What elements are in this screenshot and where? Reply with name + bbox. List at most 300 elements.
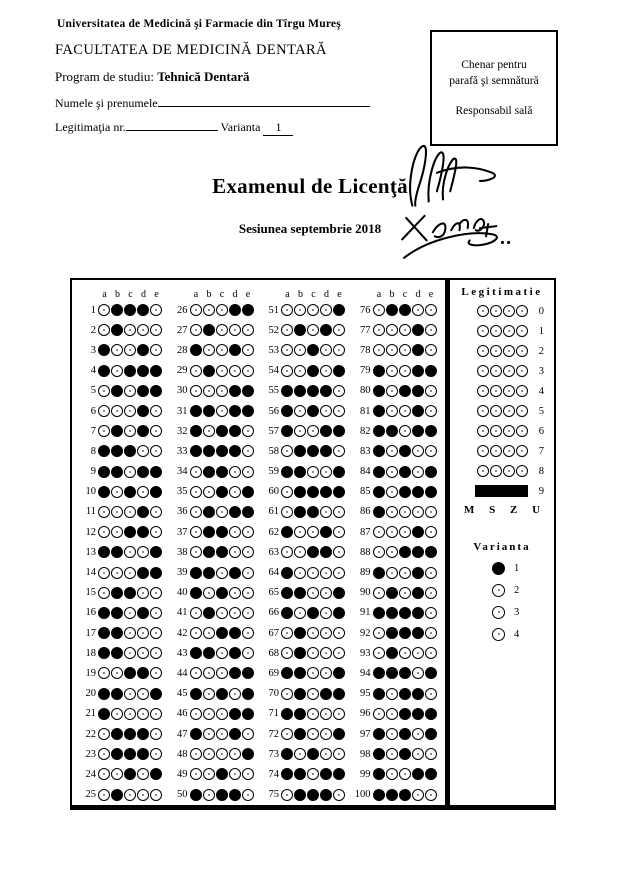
question-number: 43 <box>177 647 188 659</box>
answer-bubble-5b <box>111 385 123 397</box>
answer-bubble-92b <box>386 627 398 639</box>
question-row <box>352 583 444 603</box>
answer-bubble-71a <box>281 708 293 720</box>
answer-bubble-37e <box>242 526 254 538</box>
answer-bubble-79e <box>425 365 437 377</box>
answer-bubble-11c <box>124 506 136 518</box>
answer-bubble-100a <box>373 789 385 801</box>
answer-bubble-49a <box>190 768 202 780</box>
option-letters-header <box>190 283 261 300</box>
answer-bubble-9e <box>150 466 162 478</box>
answer-bubble-14c <box>124 567 136 579</box>
answer-bubble-75c <box>307 789 319 801</box>
question-row <box>77 421 169 441</box>
answer-bubbles <box>281 647 345 659</box>
answer-bubble-54d <box>320 365 332 377</box>
legitimatie-bubble-4-3 <box>516 385 528 397</box>
answer-bubble-75b <box>294 789 306 801</box>
question-number: 95 <box>360 688 371 700</box>
legitimatie-bubble-3-0 <box>477 365 489 377</box>
answer-bubble-51b <box>294 304 306 316</box>
question-row <box>260 764 352 784</box>
answer-bubble-72a <box>281 728 293 740</box>
legitimatie-bubbles <box>477 325 528 337</box>
answer-bubble-67d <box>320 627 332 639</box>
answer-bubble-4b <box>111 365 123 377</box>
varianta-rows <box>450 557 554 645</box>
answer-bubble-43d <box>229 647 241 659</box>
answer-bubble-20c <box>124 688 136 700</box>
answer-bubbles <box>98 405 162 417</box>
question-number: 56 <box>268 405 279 417</box>
answer-bubble-19e <box>150 667 162 679</box>
answer-bubble-82d <box>412 425 424 437</box>
answer-bubble-2a <box>98 324 110 336</box>
answer-bubbles <box>373 445 437 457</box>
answer-bubble-79c <box>399 365 411 377</box>
question-row <box>169 320 261 340</box>
answer-bubble-11a <box>98 506 110 518</box>
question-number: 12 <box>85 526 96 538</box>
answer-column <box>260 283 352 805</box>
question-row <box>169 441 261 461</box>
answer-bubble-100b <box>386 789 398 801</box>
option-letter: a <box>376 289 382 300</box>
question-number: 81 <box>360 405 371 417</box>
answer-bubbles <box>98 789 162 801</box>
answer-bubble-71c <box>307 708 319 720</box>
answer-bubble-68c <box>307 647 319 659</box>
program-line <box>55 69 250 85</box>
question-row <box>77 300 169 320</box>
varianta-option-label: 2 <box>514 584 520 596</box>
answer-bubble-35b <box>203 486 215 498</box>
answer-bubble-28a <box>190 344 202 356</box>
answer-bubble-45d <box>229 688 241 700</box>
answer-bubble-99b <box>386 768 398 780</box>
answer-bubble-8c <box>124 445 136 457</box>
answer-bubble-13a <box>98 546 110 558</box>
answer-bubble-32c <box>216 425 228 437</box>
question-number: 9 <box>90 466 96 478</box>
answer-bubble-52e <box>333 324 345 336</box>
question-row <box>352 421 444 441</box>
answer-bubble-48a <box>190 748 202 760</box>
answer-bubble-73a <box>281 748 293 760</box>
answer-bubble-28b <box>203 344 215 356</box>
answer-bubbles <box>98 445 162 457</box>
answer-bubble-54c <box>307 365 319 377</box>
answer-bubble-5c <box>124 385 136 397</box>
answer-bubble-58d <box>320 445 332 457</box>
question-number: 88 <box>360 546 371 558</box>
answer-bubble-33d <box>229 445 241 457</box>
answer-bubble-14d <box>137 567 149 579</box>
answer-bubble-72e <box>333 728 345 740</box>
answer-bubbles <box>190 526 254 538</box>
legitimatie-bubble-8-3 <box>516 465 528 477</box>
answer-bubble-62d <box>320 526 332 538</box>
answer-bubble-31b <box>203 405 215 417</box>
answer-bubble-3c <box>124 344 136 356</box>
answer-bubble-77d <box>412 324 424 336</box>
answer-bubble-1d <box>137 304 149 316</box>
answer-bubble-17b <box>111 627 123 639</box>
question-row <box>77 542 169 562</box>
legitimatie-row <box>450 401 554 421</box>
answer-bubble-75a <box>281 789 293 801</box>
legitimatie-bubble-5-3 <box>516 405 528 417</box>
varianta-option-label: 1 <box>514 562 520 574</box>
answer-bubble-20b <box>111 688 123 700</box>
answer-bubble-89b <box>386 567 398 579</box>
answer-bubbles <box>190 365 254 377</box>
answer-bubbles <box>373 546 437 558</box>
question-row <box>260 724 352 744</box>
question-number: 77 <box>360 324 371 336</box>
answer-bubble-99c <box>399 768 411 780</box>
question-row <box>77 704 169 724</box>
question-number: 21 <box>85 708 96 720</box>
answer-bubble-3e <box>150 344 162 356</box>
question-number: 41 <box>177 607 188 619</box>
answer-bubble-84e <box>425 466 437 478</box>
answer-bubble-10e <box>150 486 162 498</box>
legitimatie-bubbles <box>477 345 528 357</box>
answer-bubble-94c <box>399 667 411 679</box>
answer-bubble-45e <box>242 688 254 700</box>
answer-bubble-13b <box>111 546 123 558</box>
question-number: 84 <box>360 466 371 478</box>
answer-bubble-34a <box>190 466 202 478</box>
question-row <box>352 482 444 502</box>
answer-bubbles <box>281 789 345 801</box>
legitimatie-bubble-8-0 <box>477 465 489 477</box>
question-number: 19 <box>85 667 96 679</box>
answer-bubble-61d <box>320 506 332 518</box>
answer-bubbles <box>373 344 437 356</box>
question-number: 26 <box>177 304 188 316</box>
answer-bubble-87e <box>425 526 437 538</box>
question-number: 17 <box>85 627 96 639</box>
option-letter: e <box>154 289 159 300</box>
answer-bubble-46d <box>229 708 241 720</box>
answer-bubble-33e <box>242 445 254 457</box>
question-number: 11 <box>85 506 96 518</box>
option-letter: a <box>285 289 290 300</box>
answer-bubble-6b <box>111 405 123 417</box>
question-row <box>352 441 444 461</box>
answer-bubble-27a <box>190 324 202 336</box>
legitimatie-bubbles <box>477 465 528 477</box>
answer-bubble-38b <box>203 546 215 558</box>
answer-bubble-4e <box>150 365 162 377</box>
answer-bubbles <box>98 486 162 498</box>
answer-bubble-97c <box>399 728 411 740</box>
question-row <box>169 562 261 582</box>
option-letter: d <box>415 289 421 300</box>
question-number: 76 <box>360 304 371 316</box>
answer-bubble-74b <box>294 768 306 780</box>
question-number: 24 <box>85 768 96 780</box>
answer-bubble-50d <box>229 789 241 801</box>
answer-bubble-55b <box>294 385 306 397</box>
answer-bubble-85c <box>399 486 411 498</box>
answer-bubble-82c <box>399 425 411 437</box>
answer-bubbles <box>373 385 437 397</box>
question-row <box>352 361 444 381</box>
question-row <box>169 785 261 805</box>
answer-bubble-88b <box>386 546 398 558</box>
answer-column <box>169 283 261 805</box>
answer-bubble-10d <box>137 486 149 498</box>
answer-bubble-64c <box>307 567 319 579</box>
option-letter: e <box>245 289 251 300</box>
answers-grid <box>70 278 447 810</box>
answer-bubble-17c <box>124 627 136 639</box>
question-row <box>169 643 261 663</box>
answer-bubbles <box>373 667 437 679</box>
answer-bubble-10a <box>98 486 110 498</box>
answer-bubble-89e <box>425 567 437 579</box>
answer-bubble-12d <box>137 526 149 538</box>
answer-bubble-17e <box>150 627 162 639</box>
answer-bubble-20e <box>150 688 162 700</box>
option-letter: d <box>324 289 329 300</box>
variant-label: Varianta <box>220 120 261 134</box>
question-row <box>352 643 444 663</box>
answer-bubble-70d <box>320 688 332 700</box>
answer-bubble-70b <box>294 688 306 700</box>
answer-bubble-69a <box>281 667 293 679</box>
answer-bubble-52c <box>307 324 319 336</box>
answer-bubble-11d <box>137 506 149 518</box>
answer-bubble-46e <box>242 708 254 720</box>
answer-bubbles <box>281 688 345 700</box>
question-row <box>260 603 352 623</box>
answer-bubble-44c <box>216 667 228 679</box>
legitimatie-bubble-6-3 <box>516 425 528 437</box>
question-number: 93 <box>360 647 371 659</box>
answer-bubbles <box>98 748 162 760</box>
question-number: 35 <box>177 486 188 498</box>
stamp-box-line1: Chenar pentru <box>461 59 527 71</box>
question-number: 22 <box>85 728 96 740</box>
answer-bubble-58e <box>333 445 345 457</box>
question-row <box>260 583 352 603</box>
question-number: 55 <box>268 385 279 397</box>
answer-bubble-3d <box>137 344 149 356</box>
answer-bubbles <box>281 728 345 740</box>
answer-bubble-30a <box>190 385 202 397</box>
answer-bubble-30c <box>216 385 228 397</box>
answer-bubble-29b <box>203 365 215 377</box>
answer-bubble-22c <box>124 728 136 740</box>
legitimatie-rows <box>450 301 554 501</box>
answer-bubble-78c <box>399 344 411 356</box>
answer-bubble-55e <box>333 385 345 397</box>
answer-bubble-47c <box>216 728 228 740</box>
question-number: 45 <box>177 688 188 700</box>
answer-bubble-5e <box>150 385 162 397</box>
answer-bubble-68b <box>294 647 306 659</box>
answer-bubble-52b <box>294 324 306 336</box>
program-label: Program de studiu: <box>55 69 154 84</box>
legitimatie-bubble-2-3 <box>516 345 528 357</box>
answer-bubble-64d <box>320 567 332 579</box>
question-row <box>77 320 169 340</box>
exam-title: Examenul de Licenţă <box>212 174 408 198</box>
answer-bubbles <box>281 708 345 720</box>
answer-bubble-76e <box>425 304 437 316</box>
question-row <box>352 562 444 582</box>
answer-bubble-21c <box>124 708 136 720</box>
answer-bubble-7a <box>98 425 110 437</box>
answer-bubble-51d <box>320 304 332 316</box>
answer-bubble-34b <box>203 466 215 478</box>
answer-bubble-18b <box>111 647 123 659</box>
question-number: 33 <box>177 445 188 457</box>
question-number: 23 <box>85 748 96 760</box>
answer-bubbles <box>98 506 162 518</box>
answer-bubble-54a <box>281 365 293 377</box>
answer-bubble-24c <box>124 768 136 780</box>
answer-bubble-23c <box>124 748 136 760</box>
answer-bubble-81d <box>412 405 424 417</box>
question-number: 97 <box>360 728 371 740</box>
question-row <box>260 785 352 805</box>
varianta-bubble-4 <box>492 628 505 641</box>
answer-bubbles <box>373 607 437 619</box>
question-number: 5 <box>90 385 96 397</box>
question-number: 72 <box>268 728 279 740</box>
varianta-option-label: 3 <box>514 606 520 618</box>
answer-bubbles <box>190 647 254 659</box>
answer-bubble-42b <box>203 627 215 639</box>
answer-bubble-10c <box>124 486 136 498</box>
answer-bubble-94d <box>412 667 424 679</box>
answer-bubble-97e <box>425 728 437 740</box>
answer-bubble-27c <box>216 324 228 336</box>
question-number: 18 <box>85 647 96 659</box>
question-row <box>352 522 444 542</box>
answer-bubble-65d <box>320 587 332 599</box>
answer-bubble-83d <box>412 445 424 457</box>
legitimatie-solid-bar <box>475 485 528 497</box>
answer-bubble-80e <box>425 385 437 397</box>
answer-bubble-37c <box>216 526 228 538</box>
answer-bubbles <box>281 324 345 336</box>
question-number: 78 <box>360 344 371 356</box>
answer-bubble-42c <box>216 627 228 639</box>
answer-bubble-41b <box>203 607 215 619</box>
answer-bubble-57a <box>281 425 293 437</box>
question-row <box>77 502 169 522</box>
answer-bubble-25d <box>137 789 149 801</box>
question-row <box>260 462 352 482</box>
question-row <box>77 744 169 764</box>
answer-bubble-59e <box>333 466 345 478</box>
answer-bubble-52d <box>320 324 332 336</box>
answer-bubble-83b <box>386 445 398 457</box>
answer-bubble-15c <box>124 587 136 599</box>
question-number: 92 <box>360 627 371 639</box>
answer-bubbles <box>190 728 254 740</box>
answer-bubble-33a <box>190 445 202 457</box>
answer-bubble-39a <box>190 567 202 579</box>
answer-bubbles <box>281 425 345 437</box>
answer-bubble-32e <box>242 425 254 437</box>
question-number: 25 <box>85 789 96 801</box>
answer-bubble-74a <box>281 768 293 780</box>
answer-bubble-83c <box>399 445 411 457</box>
question-row <box>260 320 352 340</box>
answer-bubble-36a <box>190 506 202 518</box>
question-row <box>260 704 352 724</box>
question-number: 4 <box>90 365 96 377</box>
answer-bubble-40a <box>190 587 202 599</box>
answer-bubble-86a <box>373 506 385 518</box>
question-number: 14 <box>85 567 96 579</box>
answer-bubbles <box>373 486 437 498</box>
answer-bubbles <box>373 365 437 377</box>
answer-bubble-38a <box>190 546 202 558</box>
answer-bubble-18d <box>137 647 149 659</box>
varianta-option-label: 4 <box>514 628 520 640</box>
answer-bubble-27e <box>242 324 254 336</box>
answer-bubble-87b <box>386 526 398 538</box>
exam-session: Sesiunea septembrie 2018 <box>238 221 382 236</box>
answer-bubble-80d <box>412 385 424 397</box>
answer-bubble-12c <box>124 526 136 538</box>
option-letter: c <box>219 289 225 300</box>
question-row <box>77 482 169 502</box>
answer-bubbles <box>98 324 162 336</box>
legitimatie-row <box>450 381 554 401</box>
answer-bubble-29c <box>216 365 228 377</box>
answer-bubble-79b <box>386 365 398 377</box>
answer-bubble-27b <box>203 324 215 336</box>
answer-bubble-54b <box>294 365 306 377</box>
answer-bubbles <box>190 587 254 599</box>
question-number: 15 <box>85 587 96 599</box>
faculty-name: FACULTATEA DE MEDICINĂ DENTARĂ <box>55 42 327 58</box>
handwritten-signature <box>398 142 526 260</box>
answer-bubble-88c <box>399 546 411 558</box>
question-row <box>352 663 444 683</box>
legitimatie-bubble-5-0 <box>477 405 489 417</box>
question-number: 28 <box>177 344 188 356</box>
answer-bubble-23d <box>137 748 149 760</box>
answer-bubble-15d <box>137 587 149 599</box>
answer-bubble-91d <box>412 607 424 619</box>
answer-bubble-63e <box>333 546 345 558</box>
legitimation-label: Legitimaţia nr. <box>55 120 126 134</box>
legitimatie-bubble-3-3 <box>516 365 528 377</box>
question-row <box>260 663 352 683</box>
answer-bubble-17a <box>98 627 110 639</box>
answer-bubble-83e <box>425 445 437 457</box>
legitimatie-digit-label: 4 <box>538 385 544 397</box>
question-row <box>77 381 169 401</box>
legitimatie-bubble-6-0 <box>477 425 489 437</box>
varianta-bubble-2 <box>492 584 505 597</box>
answer-bubbles <box>373 587 437 599</box>
answer-bubble-58c <box>307 445 319 457</box>
answer-bubble-98d <box>412 748 424 760</box>
answer-bubble-40e <box>242 587 254 599</box>
question-row <box>77 401 169 421</box>
